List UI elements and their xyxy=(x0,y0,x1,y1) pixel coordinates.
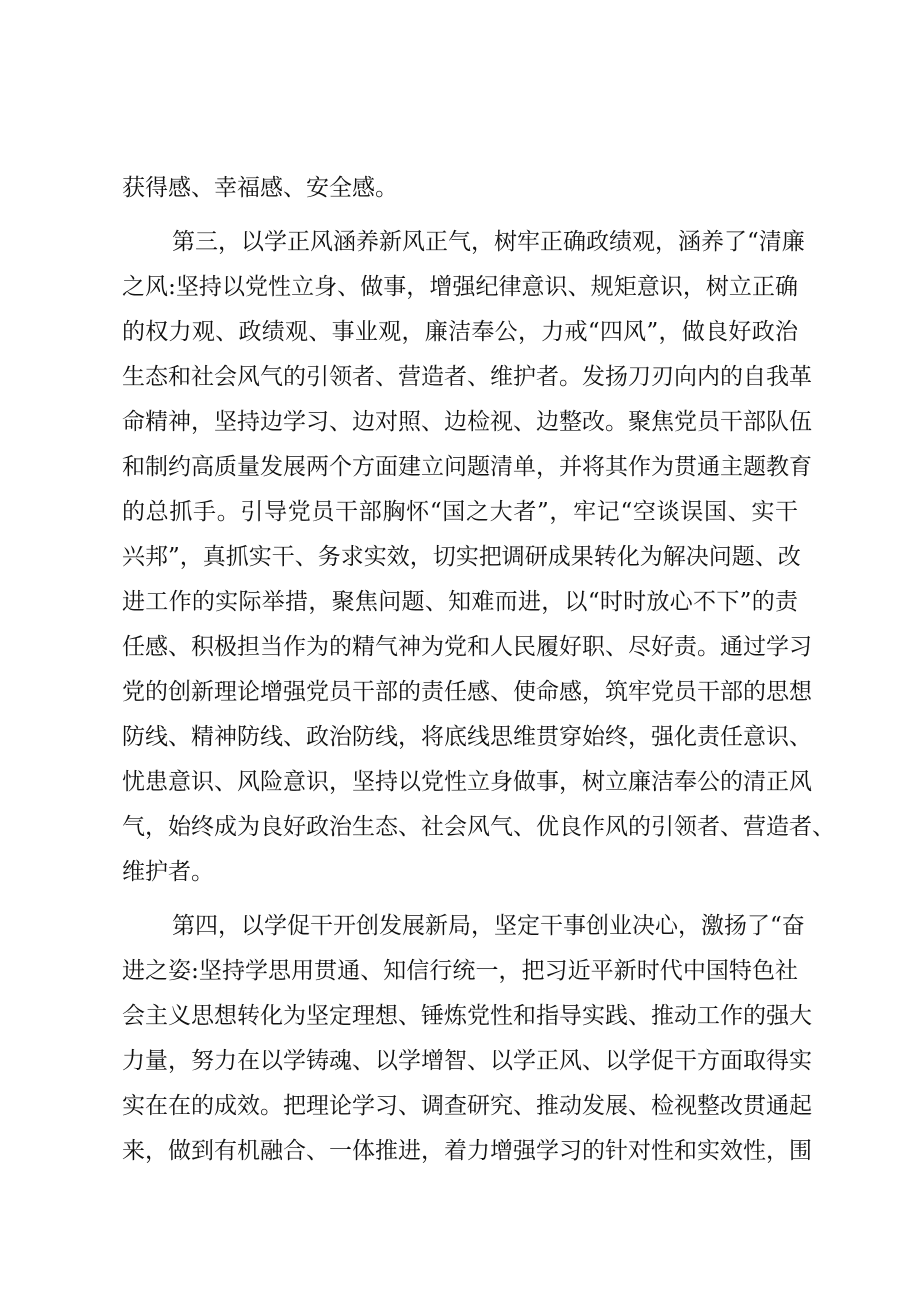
text-line: 进之姿:坚持学思用贯通、知信行统一，把习近平新时代中国特色社 xyxy=(122,958,798,984)
text-line: 党的创新理论增强党员干部的责任感、使命感，筑牢党员干部的思想 xyxy=(122,679,812,705)
text-line: 获得感、幸福感、安全感。 xyxy=(122,175,398,201)
text-line: 气，始终成为良好政治生态、社会风气、优良作风的引领者、营造者、 xyxy=(122,814,835,840)
paragraph-fourth xyxy=(122,904,812,1174)
paragraph-third xyxy=(122,220,835,895)
text-line: 来，做到有机融合、一体推进，着力增强学习的针对性和实效性，围 xyxy=(122,1138,812,1164)
text-line: 的权力观、政绩观、事业观，廉洁奉公，力戒“四风”，做良好政治 xyxy=(122,319,798,345)
text-line: 第四，以学促干开创发展新局，坚定干事创业决心，激扬了“奋 xyxy=(172,913,805,939)
text-line: 实在在的成效。把理论学习、调查研究、推动发展、检视整改贯通起 xyxy=(122,1093,812,1119)
text-line: 任感、积极担当作为的精气神为党和人民履好职、尽好责。通过学习 xyxy=(122,634,812,660)
text-line: 之风:坚持以党性立身、做事，增强纪律意识、规矩意识，树立正确 xyxy=(122,274,798,300)
text-line: 进工作的实际举措，聚焦问题、知难而进，以“时时放心不下”的责 xyxy=(122,589,798,615)
document-body xyxy=(122,166,835,1174)
text-line: 会主义思想转化为坚定理想、锤炼党性和指导实践、推动工作的强大 xyxy=(122,1003,812,1029)
text-line: 的总抓手。引导党员干部胸怀“国之大者”，牢记“空谈误国、实干 xyxy=(122,499,798,525)
paragraph-continuation xyxy=(122,166,798,211)
paragraph-gap xyxy=(122,895,798,904)
text-line: 防线、精神防线、政治防线，将底线思维贯穿始终，强化责任意识、 xyxy=(122,724,812,750)
text-line: 第三，以学正风涵养新风正气，树牢正确政绩观，涵养了“清廉 xyxy=(172,229,805,255)
text-line: 力量，努力在以学铸魂、以学增智、以学正风、以学促干方面取得实 xyxy=(122,1048,812,1074)
text-line: 忧患意识、风险意识，坚持以党性立身做事，树立廉洁奉公的清正风 xyxy=(122,769,812,795)
text-line: 命精神，坚持边学习、边对照、边检视、边整改。聚焦党员干部队伍 xyxy=(122,409,812,435)
paragraph-gap xyxy=(122,211,798,220)
text-line: 和制约高质量发展两个方面建立问题清单，并将其作为贯通主题教育 xyxy=(122,454,812,480)
text-line: 兴邦”，真抓实干、务求实效，切实把调研成果转化为解决问题、改 xyxy=(122,544,801,570)
text-line: 生态和社会风气的引领者、营造者、维护者。发扬刀刃向内的自我革 xyxy=(122,364,812,390)
text-line: 维护者。 xyxy=(122,859,214,885)
